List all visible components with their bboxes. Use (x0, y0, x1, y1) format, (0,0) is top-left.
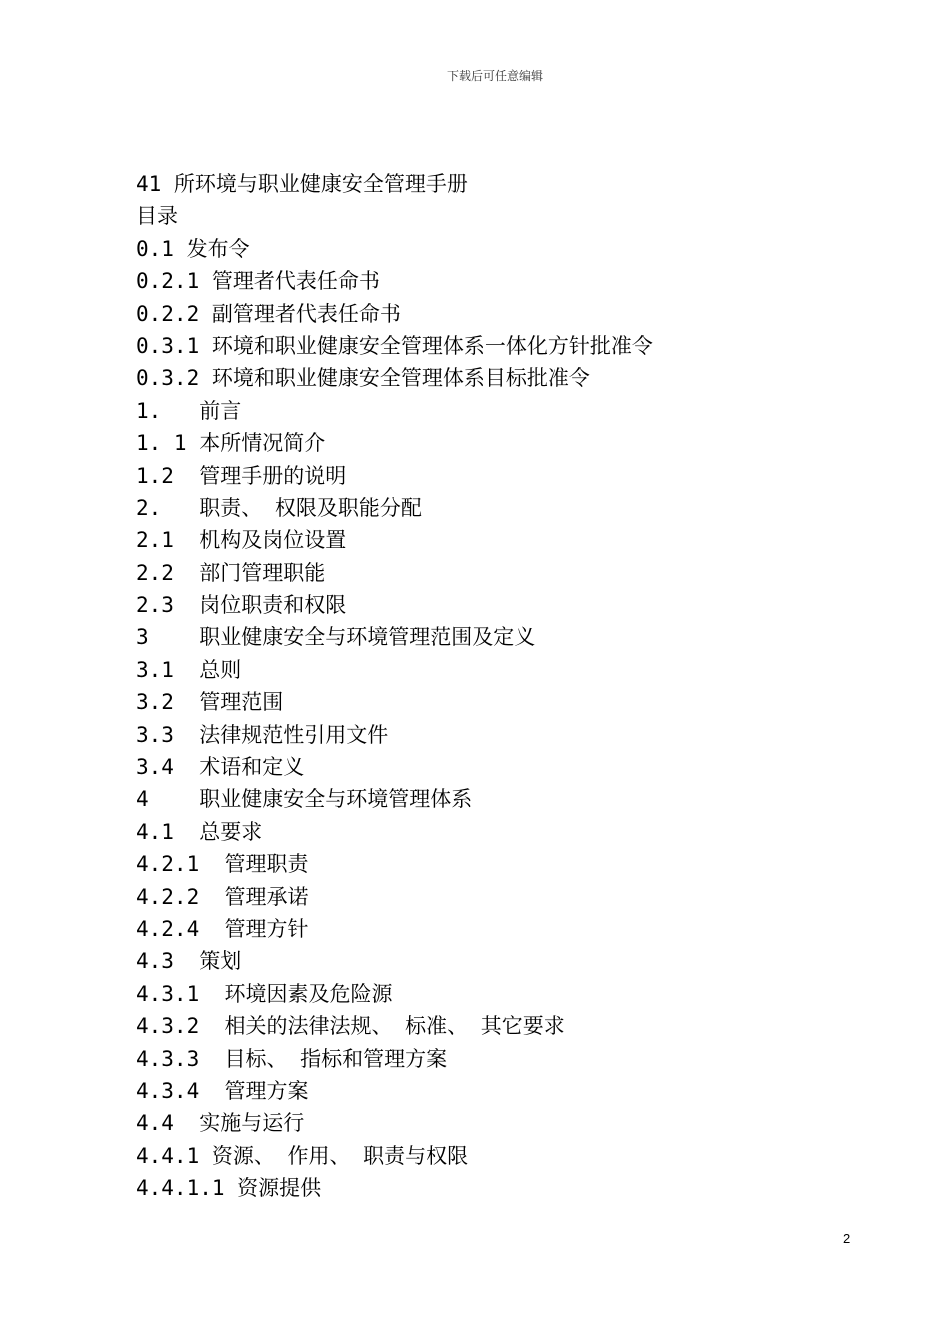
toc-entry: 4.4.1.1 资源提供 (136, 1176, 322, 1201)
toc-entry: 4.3.2 相关的法律法规、 标准、 其它要求 (136, 1014, 565, 1039)
toc-entry: 4.3.1 环境因素及危险源 (136, 981, 393, 1006)
toc-entry: 3 职业健康安全与环境管理范围及定义 (136, 625, 536, 650)
toc-entry: 3.4 术语和定义 (136, 755, 305, 780)
toc-entry: 4.4.1 资源、 作用、 职责与权限 (136, 1143, 469, 1168)
toc-heading: 目录 (136, 204, 178, 229)
toc-entry: 4 职业健康安全与环境管理体系 (136, 787, 473, 812)
toc-entry: 4.2.4 管理方针 (136, 916, 309, 941)
toc-entry: 1. 前言 (136, 398, 242, 423)
toc-entry: 4.2.1 管理职责 (136, 852, 309, 877)
toc-entry: 1. 1 本所情况简介 (136, 431, 326, 456)
toc-entry: 3.1 总则 (136, 657, 242, 682)
table-of-contents (136, 168, 836, 1205)
page-header: 下载后可任意编辑 (446, 69, 543, 83)
toc-entry: 4.4 实施与运行 (136, 1111, 305, 1136)
toc-entry: 0.3.1 环境和职业健康安全管理体系一体化方针批准令 (136, 333, 653, 358)
toc-entry: 4.1 总要求 (136, 819, 263, 844)
toc-entry: 0.1 发布令 (136, 236, 250, 261)
toc-entry: 4.3 策划 (136, 949, 242, 974)
toc-entry: 4.2.2 管理承诺 (136, 884, 309, 909)
toc-entry: 3.2 管理范围 (136, 690, 284, 715)
toc-entry: 3.3 法律规范性引用文件 (136, 722, 389, 747)
toc-entry: 1.2 管理手册的说明 (136, 463, 347, 488)
toc-entry: 2.2 部门管理职能 (136, 560, 326, 585)
toc-entry: 2.3 岗位职责和权限 (136, 593, 347, 618)
toc-entry: 0.3.2 环境和职业健康安全管理体系目标批准令 (136, 366, 590, 391)
page-number: 2 (843, 1231, 851, 1246)
toc-entry: 2.1 机构及岗位设置 (136, 528, 347, 553)
toc-entry: 4.3.3 目标、 指标和管理方案 (136, 1046, 448, 1071)
toc-entry: 2. 职责、 权限及职能分配 (136, 495, 422, 520)
document-title: 41 所环境与职业健康安全管理手册 (136, 172, 468, 196)
toc-entry: 0.2.2 副管理者代表任命书 (136, 301, 401, 326)
toc-entry: 0.2.1 管理者代表任命书 (136, 269, 380, 294)
toc-entry: 4.3.4 管理方案 (136, 1078, 309, 1103)
